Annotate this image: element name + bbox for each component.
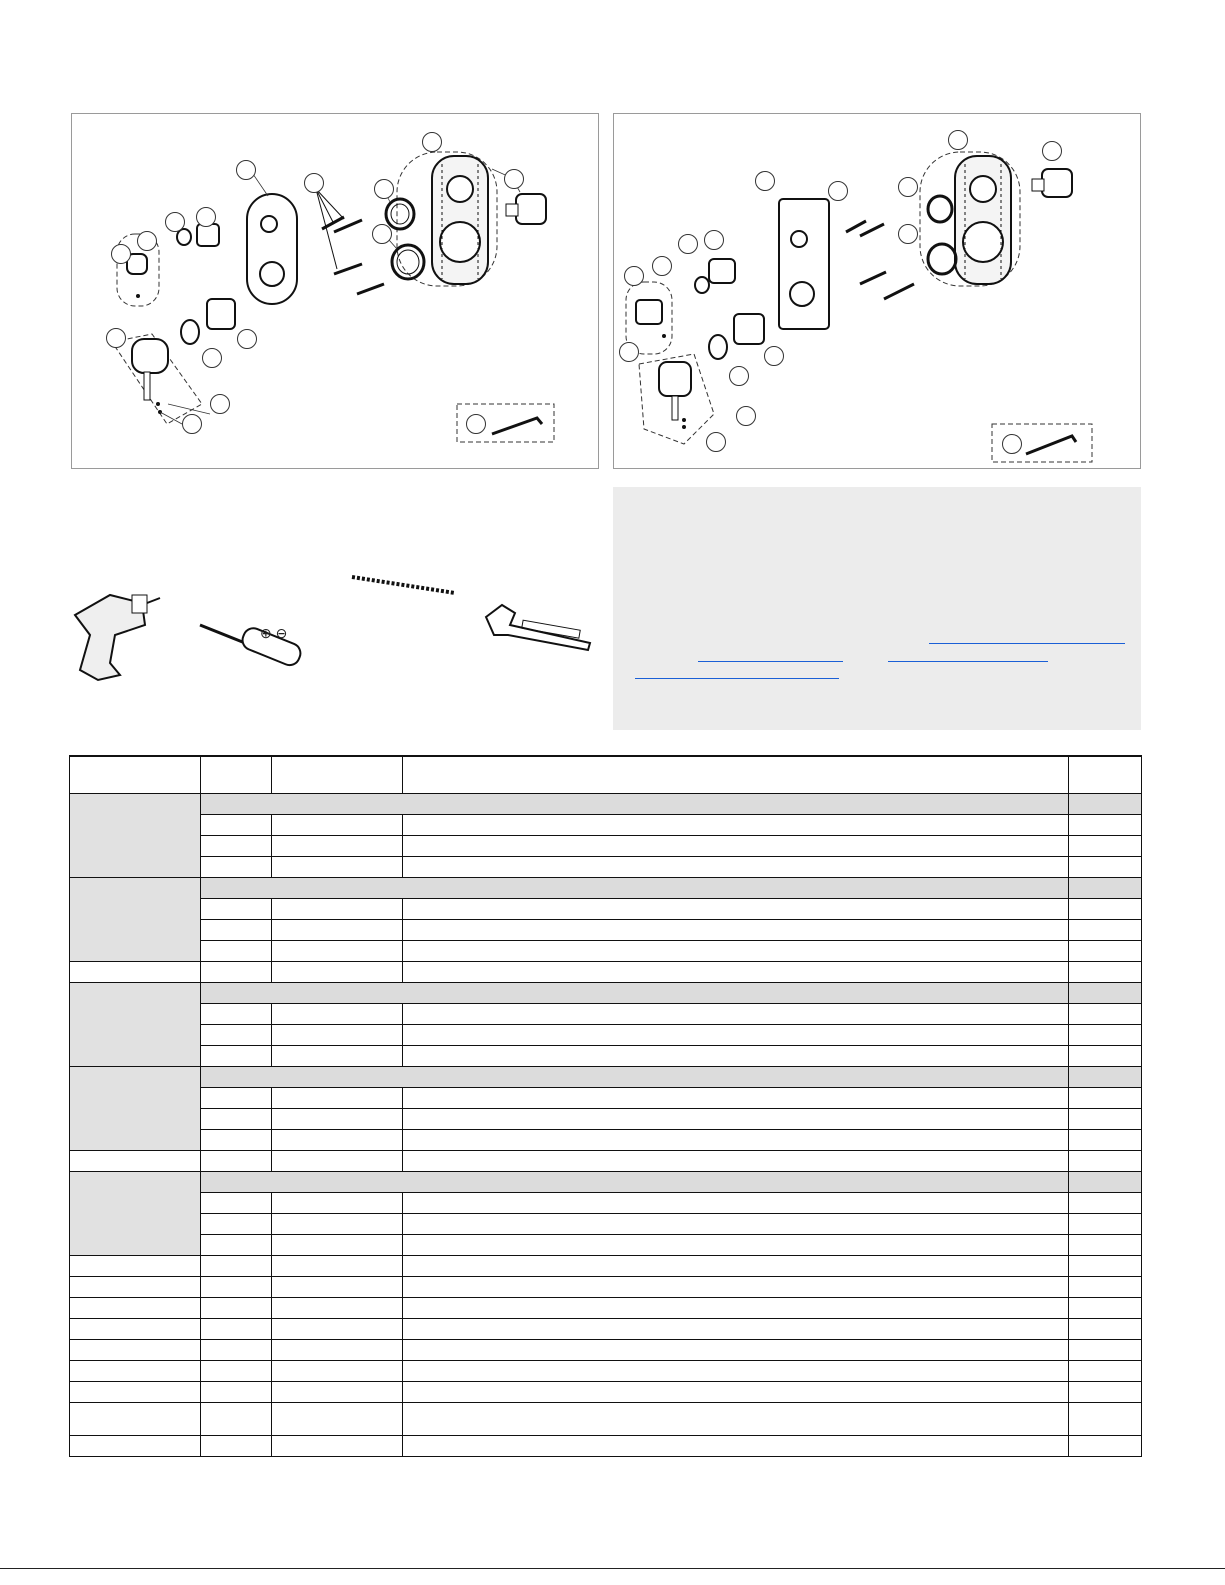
callout-marker <box>372 224 392 244</box>
callout-marker <box>619 342 639 362</box>
callout-marker <box>652 256 672 276</box>
exploded-drawing-right <box>614 114 1140 468</box>
exploded-drawing-left <box>72 114 598 468</box>
callout-marker <box>624 266 644 286</box>
callout-marker <box>1002 434 1022 454</box>
callout-marker <box>237 329 257 349</box>
table-row <box>70 1004 1142 1025</box>
table-row <box>70 1109 1142 1130</box>
callout-marker <box>137 231 157 251</box>
table-group-row <box>70 1172 1142 1193</box>
thread-tape-icon <box>352 577 455 593</box>
info-link[interactable] <box>698 661 843 662</box>
callout-marker <box>374 179 394 199</box>
callout-marker <box>106 328 126 348</box>
table-row <box>70 1235 1142 1256</box>
table-row <box>70 1025 1142 1046</box>
callout-marker <box>948 130 968 150</box>
callout-marker <box>422 132 442 152</box>
table-row <box>70 857 1142 878</box>
exploded-diagram-right <box>613 113 1141 469</box>
info-link[interactable] <box>635 678 839 679</box>
parts-table <box>69 755 1142 1457</box>
callout-marker <box>210 394 230 414</box>
table-row <box>70 1340 1142 1361</box>
table-row <box>70 836 1142 857</box>
callout-marker <box>182 414 202 434</box>
screwdriver-symbols <box>260 625 287 642</box>
table-row <box>70 1361 1142 1382</box>
wrench-icon <box>486 605 590 650</box>
info-link[interactable] <box>888 661 1048 662</box>
drill-icon <box>75 595 160 680</box>
table-row <box>70 1256 1142 1277</box>
table-row <box>70 1298 1142 1319</box>
footer-rule <box>0 1568 1225 1569</box>
table-row <box>70 1214 1142 1235</box>
callout-marker <box>704 230 724 250</box>
table-row <box>70 920 1142 941</box>
model-cell <box>70 794 201 878</box>
callout-marker <box>729 366 749 386</box>
table-row <box>70 941 1142 962</box>
tools-illustration <box>70 485 600 730</box>
tools-required <box>70 485 600 730</box>
model-cell <box>70 1067 201 1151</box>
table-group-row <box>70 983 1142 1004</box>
callout-marker <box>304 173 324 193</box>
table-row <box>70 1088 1142 1109</box>
table-row <box>70 815 1142 836</box>
callout-marker <box>828 181 848 201</box>
info-link[interactable] <box>929 643 1125 644</box>
table-group-row <box>70 878 1142 899</box>
callout-marker <box>165 212 185 232</box>
phillips-symbol: ⊕ <box>260 625 272 641</box>
screwdriver-icon <box>200 625 303 668</box>
table-row <box>70 1403 1142 1436</box>
flat-symbol: ⊖ <box>275 625 288 641</box>
table-group-row <box>70 1067 1142 1088</box>
table-row <box>70 899 1142 920</box>
table-row <box>70 1277 1142 1298</box>
table-header-row <box>70 756 1142 794</box>
table-row <box>70 1046 1142 1067</box>
table-row <box>70 1382 1142 1403</box>
callout-marker <box>898 177 918 197</box>
exploded-diagram-left <box>71 113 599 469</box>
table-row <box>70 1436 1142 1457</box>
table-group-row <box>70 794 1142 815</box>
table-row <box>70 1193 1142 1214</box>
table-row <box>70 1130 1142 1151</box>
callout-marker <box>466 414 486 434</box>
callout-marker <box>898 224 918 244</box>
callout-marker <box>196 207 216 227</box>
model-cell <box>70 878 201 962</box>
callout-marker <box>678 234 698 254</box>
callout-marker <box>764 346 784 366</box>
callout-marker <box>706 432 726 452</box>
callout-marker <box>1042 141 1062 161</box>
callout-marker <box>755 171 775 191</box>
callout-marker <box>111 244 131 264</box>
table-row <box>70 1151 1142 1172</box>
model-cell <box>70 1172 201 1256</box>
info-box <box>613 487 1141 730</box>
callout-marker <box>202 348 222 368</box>
callout-marker <box>736 406 756 426</box>
callout-marker <box>236 160 256 180</box>
callout-marker <box>504 169 524 189</box>
table-row <box>70 1319 1142 1340</box>
table-row <box>70 962 1142 983</box>
model-cell <box>70 983 201 1067</box>
